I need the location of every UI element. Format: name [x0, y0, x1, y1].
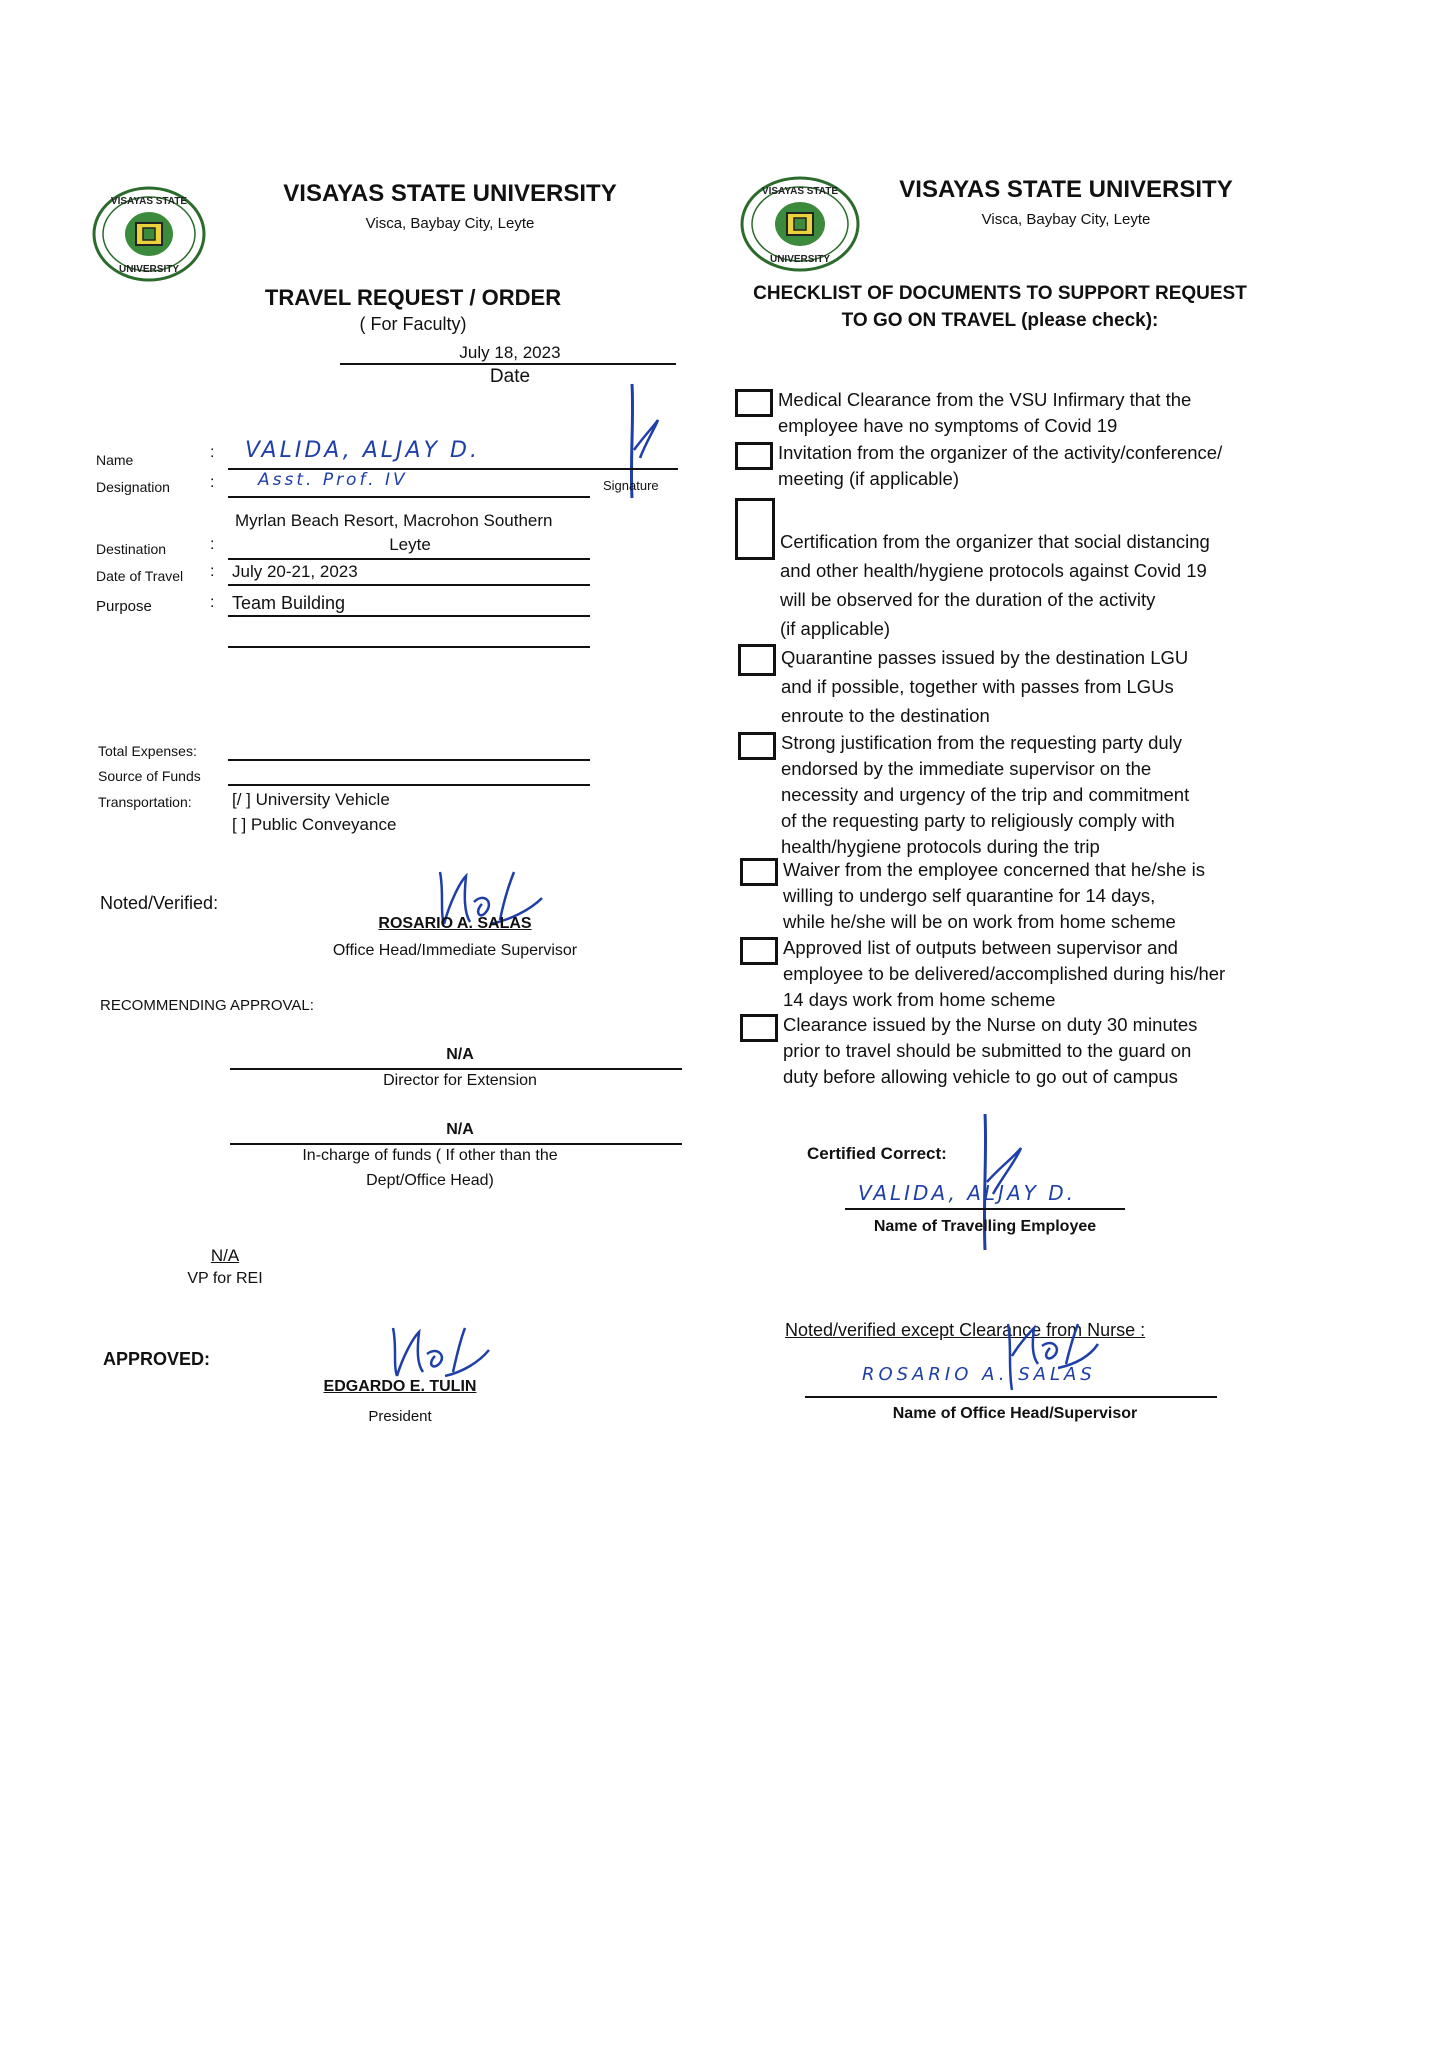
date-of-travel-colon: :	[210, 563, 215, 580]
checkbox-quarantine-passes[interactable]	[738, 644, 776, 676]
checkbox-certification[interactable]	[735, 498, 775, 560]
checkbox-waiver[interactable]	[740, 858, 778, 886]
university-address: Visca, Baybay City, Leyte	[981, 211, 1151, 228]
transportation-label: Transportation:	[98, 794, 192, 810]
incharge-title-2: Dept/Office Head)	[366, 1172, 494, 1189]
date-label: Date	[489, 366, 531, 387]
date-of-travel-value: July 20-21, 2023	[232, 562, 358, 581]
director-title: Director for Extension	[383, 1072, 537, 1089]
purpose-label: Purpose	[96, 598, 152, 615]
university-name: VISAYAS STATE UNIVERSITY	[283, 180, 617, 207]
vp-value: N/A	[210, 1246, 240, 1265]
total-expenses-line	[228, 759, 590, 761]
director-value: N/A	[446, 1046, 474, 1063]
checkbox-invitation[interactable]	[735, 442, 773, 470]
employee-caption: Name of Travelling Employee	[873, 1218, 1097, 1235]
name-label: Name	[96, 452, 134, 468]
president-name: EDGARDO E. TULIN	[323, 1378, 477, 1395]
svg-text:VISAYAS STATE: VISAYAS STATE	[761, 186, 839, 197]
recommending-approval-label: RECOMMENDING APPROVAL:	[100, 997, 314, 1014]
checkbox-strong-justification[interactable]	[738, 732, 776, 760]
checkbox-medical-clearance[interactable]	[735, 389, 773, 417]
checklist-title-1: CHECKLIST OF DOCUMENTS TO SUPPORT REQUEST	[753, 283, 1247, 304]
employee-handwritten-name: VALIDA, ALJAY D.	[858, 1181, 1076, 1205]
checklist-item-certification: Certification from the organizer that social distancing and other health/hygiene protocols against Covid 19 will be observed for the duration of the activity (if applicable)	[780, 531, 1210, 639]
total-expenses-label: Total Expenses:	[98, 743, 197, 759]
name-colon: :	[210, 444, 215, 461]
university-seal-icon	[740, 176, 860, 272]
checkbox-nurse-clearance[interactable]	[740, 1014, 778, 1042]
supervisor-handwritten-name: ROSARIO A. SALAS	[862, 1364, 1096, 1385]
checklist-item-waiver: Waiver from the employee concerned that he/she is willing to undergo self quarantine for 14 days, while he/she will be on work from home scheme	[783, 859, 1205, 932]
destination-value-2: Leyte	[389, 535, 431, 554]
form-title: TRAVEL REQUEST / ORDER	[264, 285, 562, 310]
incharge-line	[230, 1143, 682, 1145]
date-line	[340, 363, 676, 365]
noted-verified-label: Noted/Verified:	[100, 893, 219, 913]
noted-except-label: Noted/verified except Clearance from Nurse :	[785, 1320, 1146, 1340]
supervisor-title: Office Head/Immediate Supervisor	[332, 942, 578, 959]
checklist-item-invitation: Invitation from the organizer of the activity/conference/ meeting (if applicable)	[778, 442, 1223, 489]
employee-name-line	[845, 1208, 1125, 1210]
purpose-value: Team Building	[232, 593, 346, 613]
designation-line	[228, 496, 590, 498]
form-subtitle: ( For Faculty)	[359, 314, 467, 334]
university-seal-icon	[92, 186, 206, 282]
university-name: VISAYAS STATE UNIVERSITY	[899, 176, 1233, 203]
svg-text:UNIVERSITY: UNIVERSITY	[118, 264, 180, 275]
transport-option-university-vehicle: [/ ] University Vehicle	[232, 790, 390, 809]
checklist-item-medical-clearance: Medical Clearance from the VSU Infirmary that the employee have no symptoms of Covid 19	[778, 389, 1192, 436]
approved-label: APPROVED:	[103, 1349, 211, 1369]
destination-line	[228, 558, 590, 560]
supervisor-name: ROSARIO A. SALAS	[378, 915, 532, 932]
date-of-travel-line	[228, 584, 590, 586]
name-value: VALIDA, ALJAY D.	[245, 438, 480, 463]
checklist-title-2: TO GO ON TRAVEL (please check):	[841, 310, 1159, 331]
checklist-item-nurse-clearance: Clearance issued by the Nurse on duty 30 minutes prior to travel should be submitted to the guard on duty before allowing vehicle to go out of campus	[783, 1014, 1198, 1087]
designation-label: Designation	[96, 479, 170, 495]
date-value: July 18, 2023	[459, 343, 561, 362]
purpose-line	[228, 615, 590, 617]
supervisor-name-line	[805, 1396, 1217, 1398]
destination-colon: :	[210, 536, 215, 553]
designation-value: Asst. Prof. IV	[258, 470, 408, 490]
source-of-funds-label: Source of Funds	[98, 768, 201, 784]
designation-colon: :	[210, 474, 215, 491]
incharge-title-1: In-charge of funds ( If other than the	[302, 1147, 558, 1164]
svg-text:UNIVERSITY: UNIVERSITY	[769, 254, 831, 265]
vp-title: VP for REI	[187, 1270, 263, 1287]
destination-label: Destination	[96, 541, 167, 557]
destination-value-1: Myrlan Beach Resort, Macrohon Southern	[235, 511, 553, 530]
president-title: President	[368, 1408, 432, 1425]
svg-text:VISAYAS STATE: VISAYAS STATE	[110, 196, 188, 207]
source-of-funds-line	[228, 784, 590, 786]
supervisor-caption: Name of Office Head/Supervisor	[892, 1405, 1138, 1422]
signature-icon	[385, 1320, 495, 1380]
university-address: Visca, Baybay City, Leyte	[365, 215, 535, 232]
purpose-colon: :	[210, 594, 215, 611]
signature-label: Signature	[603, 478, 659, 493]
transport-option-public-conveyance: [ ] Public Conveyance	[232, 815, 397, 834]
director-line	[230, 1068, 682, 1070]
checklist-item-approved-outputs: Approved list of outputs between supervisor and employee to be delivered/accomplished during his/her 14 days work from home scheme	[783, 937, 1226, 1010]
checkbox-approved-outputs[interactable]	[740, 937, 778, 965]
purpose-line-2	[228, 646, 590, 648]
certified-correct-label: Certified Correct:	[807, 1144, 947, 1163]
checklist-item-strong-justification: Strong justification from the requesting party duly endorsed by the immediate supervisor on the necessity and urgency of the trip and commitment of the requesting party to religiously comply with health/hygiene protocols during the trip	[781, 732, 1190, 857]
incharge-value: N/A	[446, 1121, 474, 1138]
checklist-item-quarantine-passes: Quarantine passes issued by the destination LGU and if possible, together with passes from LGUs enroute to the destination	[781, 647, 1189, 726]
date-of-travel-label: Date of Travel	[96, 568, 184, 584]
